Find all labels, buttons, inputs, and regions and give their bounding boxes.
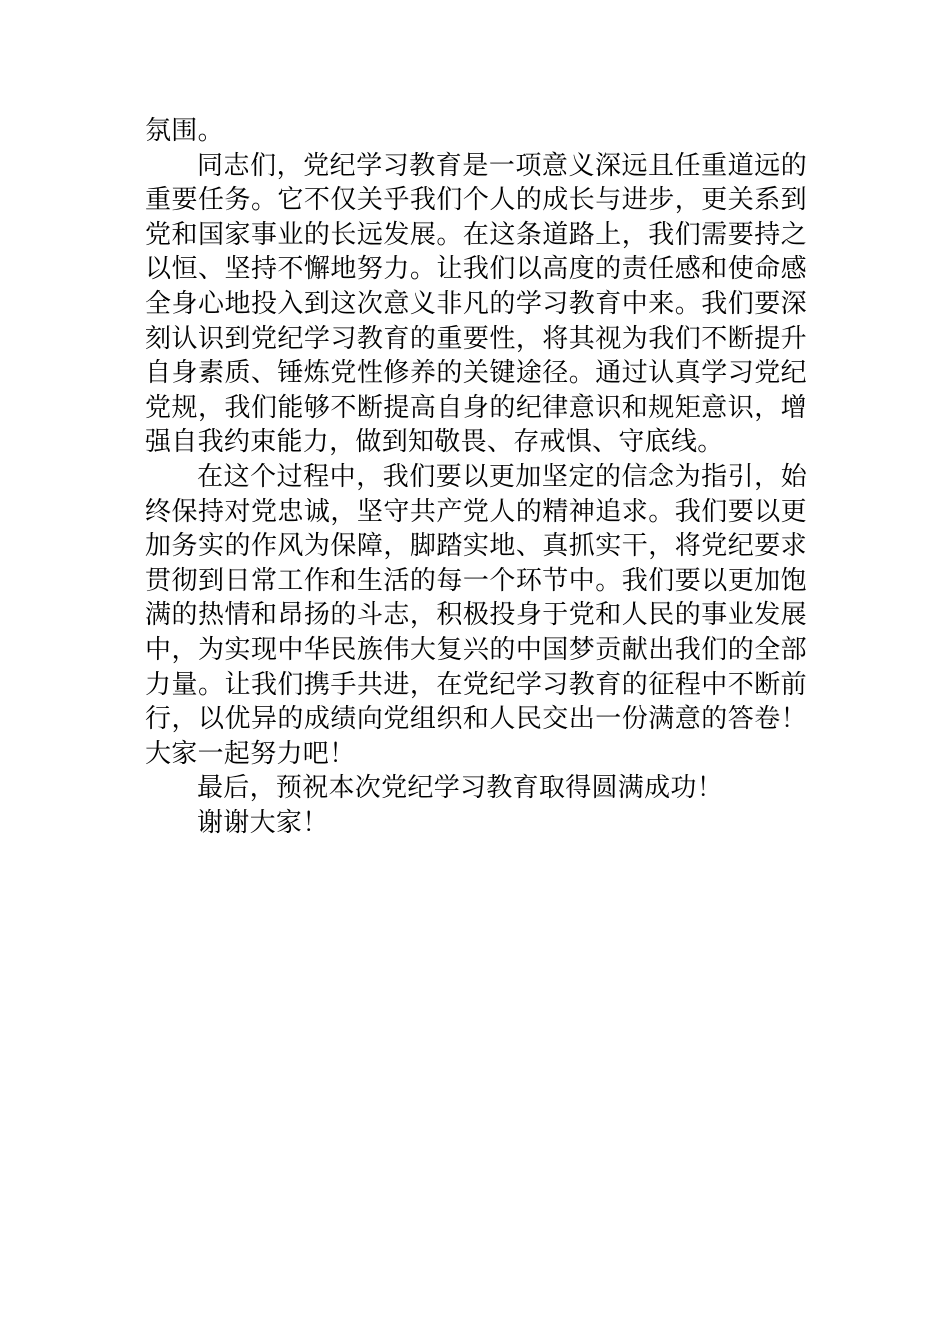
paragraph-comrades: 同志们，党纪学习教育是一项意义深远且任重道远的重要任务。它不仅关乎我们个人的成长与进步，更关系到党和国家事业的长远发展。在这条道路上，我们需要持之以恒、坚持不懈地努力。让我们以高度的责任感和使命感全身心地投入到这次意义非凡的学习教育中来。我们要深刻认识到党纪学习教育的重要性，将其视为我们不断提升自身素质、锤炼党性修养的关键途径。通过认真学习党纪党规，我们能够不断提高自身的纪律意识和规矩意识，增强自我约束能力，做到知敬畏、存戒惧、守底线。 [145,150,807,458]
document-body [145,114,807,840]
paragraph-continuation: 氛围。 [145,116,224,146]
paragraph-thanks: 谢谢大家！ [197,807,329,838]
paragraph-closing-wish: 最后，预祝本次党纪学习教育取得圆满成功！ [197,773,724,804]
paragraph-process: 在这个过程中，我们要以更加坚定的信念为指引，始终保持对党忠诚，坚守共产党人的精神追求。我们要以更加务实的作风为保障，脚踏实地、真抓实干，将党纪要求贯彻到日常工作和生活的每一个环节中。我们要以更加饱满的热情和昂扬的斗志，积极投身于党和人民的事业发展中，为实现中华民族伟大复兴的中国梦贡献出我们的全部力量。让我们携手共进，在党纪学习教育的征程中不断前行，以优异的成绩向党组织和人民交出一份满意的答卷！大家一起努力吧！ [145,461,807,769]
